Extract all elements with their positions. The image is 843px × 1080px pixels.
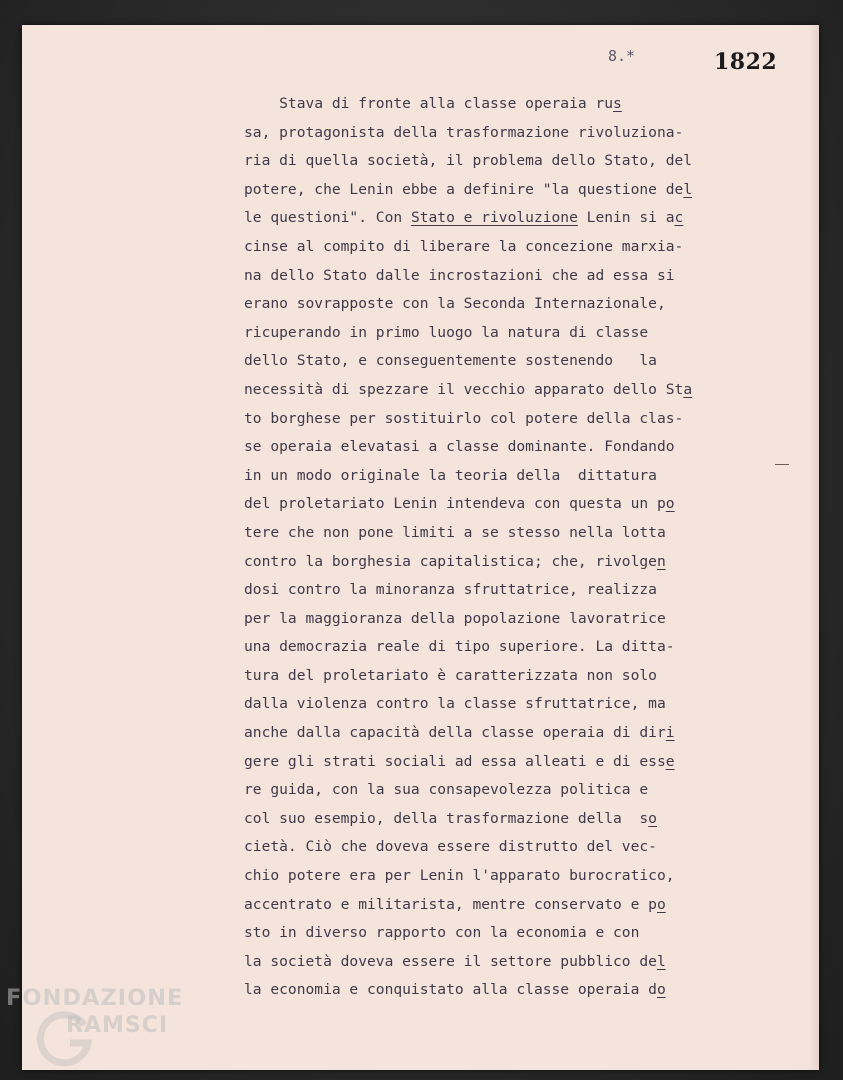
text-line	[244, 662, 764, 691]
text-segment: re guida, con la sua consapevolezza politica e	[244, 781, 649, 799]
text-line	[244, 176, 764, 205]
text-segment: dalla violenza contro la classe sfruttatrice, ma	[244, 695, 666, 713]
text-line	[244, 833, 764, 862]
text-line	[244, 633, 764, 662]
text-segment: tere che non pone limiti a se stesso nella lotta	[244, 523, 666, 541]
underlined-text: l	[656, 952, 666, 970]
text-line	[244, 433, 764, 462]
text-line	[244, 262, 764, 291]
underlined-text: c	[674, 209, 684, 227]
text-segment: dello Stato, e conseguentemente sostenendo la	[244, 352, 657, 370]
text-line	[244, 748, 764, 777]
text-segment: sto in diverso rapporto con la economia e con	[244, 924, 640, 942]
text-segment: contro la borghesia capitalistica; che, rivolge	[244, 552, 657, 570]
text-line	[244, 805, 764, 834]
text-segment: ricuperando in primo luogo la natura di classe	[244, 323, 649, 341]
text-line	[244, 147, 764, 176]
text-segment: ria di quella società, il problema dello Stato, del	[244, 152, 693, 170]
text-line	[244, 204, 764, 233]
underlined-text: o	[656, 895, 666, 913]
text-line	[244, 462, 764, 491]
text-segment: potere, che Lenin ebbe a definire "la questione de	[244, 180, 684, 198]
text-segment: in un modo originale la teoria della dittatura	[244, 466, 657, 484]
text-line	[244, 891, 764, 920]
underlined-text: a	[683, 380, 693, 398]
text-line	[244, 290, 764, 319]
text-segment: col suo esempio, della trasformazione della s	[244, 809, 649, 827]
text-line	[244, 576, 764, 605]
text-segment: sa, protagonista della trasformazione rivoluziona-	[244, 123, 684, 141]
text-line	[244, 119, 764, 148]
watermark-line-1: FONDAZIONE	[6, 985, 184, 1011]
text-line	[244, 548, 764, 577]
underlined-text: o	[665, 495, 675, 513]
text-line	[244, 347, 764, 376]
page-number: 1822	[714, 49, 778, 75]
text-segment: to borghese per sostituirlo col potere della clas-	[244, 409, 684, 427]
text-segment: per la maggioranza della popolazione lavoratrice	[244, 609, 666, 627]
text-segment: una democrazia reale di tipo superiore. La ditta-	[244, 638, 675, 656]
document-page	[22, 25, 819, 1070]
page-edge-shading	[809, 25, 819, 1070]
text-line	[244, 719, 764, 748]
text-line	[244, 319, 764, 348]
text-line	[244, 948, 764, 977]
text-segment: cinse al compito di liberare la concezione marxia-	[244, 237, 684, 255]
text-segment: anche dalla capacità della classe operaia di dir	[244, 724, 666, 742]
text-segment: necessità di spezzare il vecchio apparato dello St	[244, 380, 684, 398]
text-segment: cietà. Ciò che doveva essere distrutto del vec-	[244, 838, 657, 856]
text-segment: le questioni". Con	[244, 209, 411, 227]
text-line	[244, 490, 764, 519]
text-line	[244, 90, 764, 119]
underlined-text: n	[656, 552, 666, 570]
text-segment: dosi contro la minoranza sfruttatrice, realizza	[244, 581, 657, 599]
text-line	[244, 919, 764, 948]
margin-tick-mark	[775, 464, 789, 465]
underlined-text: i	[665, 724, 675, 742]
text-segment: Stava di fronte alla classe operaia ru	[244, 95, 614, 112]
folio-mark: 8.*	[608, 47, 636, 65]
text-line	[244, 405, 764, 434]
underlined-text: s	[613, 95, 622, 112]
underlined-text: o	[656, 981, 666, 999]
text-line	[244, 233, 764, 262]
text-segment: erano sovrapposte con la Seconda Internazionale,	[244, 295, 666, 313]
text-segment: la società doveva essere il settore pubblico de	[244, 952, 657, 970]
text-line	[244, 976, 764, 1005]
watermark-line-2: RAMSCI	[66, 1013, 169, 1038]
text-segment: accentrato e militarista, mentre conservato e p	[244, 895, 657, 913]
underlined-text: o	[648, 809, 657, 827]
text-segment: se operaia elevatasi a classe dominante. Fondando	[244, 438, 675, 456]
text-segment: gere gli strati sociali ad essa alleati e di ess	[244, 752, 666, 770]
text-line	[244, 605, 764, 634]
text-line	[244, 690, 764, 719]
underlined-text: Stato e rivoluzione	[410, 209, 578, 227]
underlined-text: l	[683, 180, 693, 198]
text-line	[244, 376, 764, 405]
text-line	[244, 776, 764, 805]
text-segment: la economia e conquistato alla classe operaia d	[244, 981, 657, 999]
text-segment: del proletariato Lenin intendeva con questa un p	[244, 495, 666, 513]
text-line	[244, 862, 764, 891]
text-segment: tura del proletariato è caratterizzata non solo	[244, 666, 657, 684]
text-segment: Lenin si a	[577, 209, 675, 227]
fondazione-gramsci-watermark	[6, 985, 216, 1075]
text-line	[244, 519, 764, 548]
underlined-text: e	[665, 752, 675, 770]
typewritten-body	[244, 90, 764, 1005]
text-segment: chio potere era per Lenin l'apparato burocratico,	[244, 867, 675, 885]
text-segment: na dello Stato dalle incrostazioni che ad essa si	[244, 266, 675, 284]
